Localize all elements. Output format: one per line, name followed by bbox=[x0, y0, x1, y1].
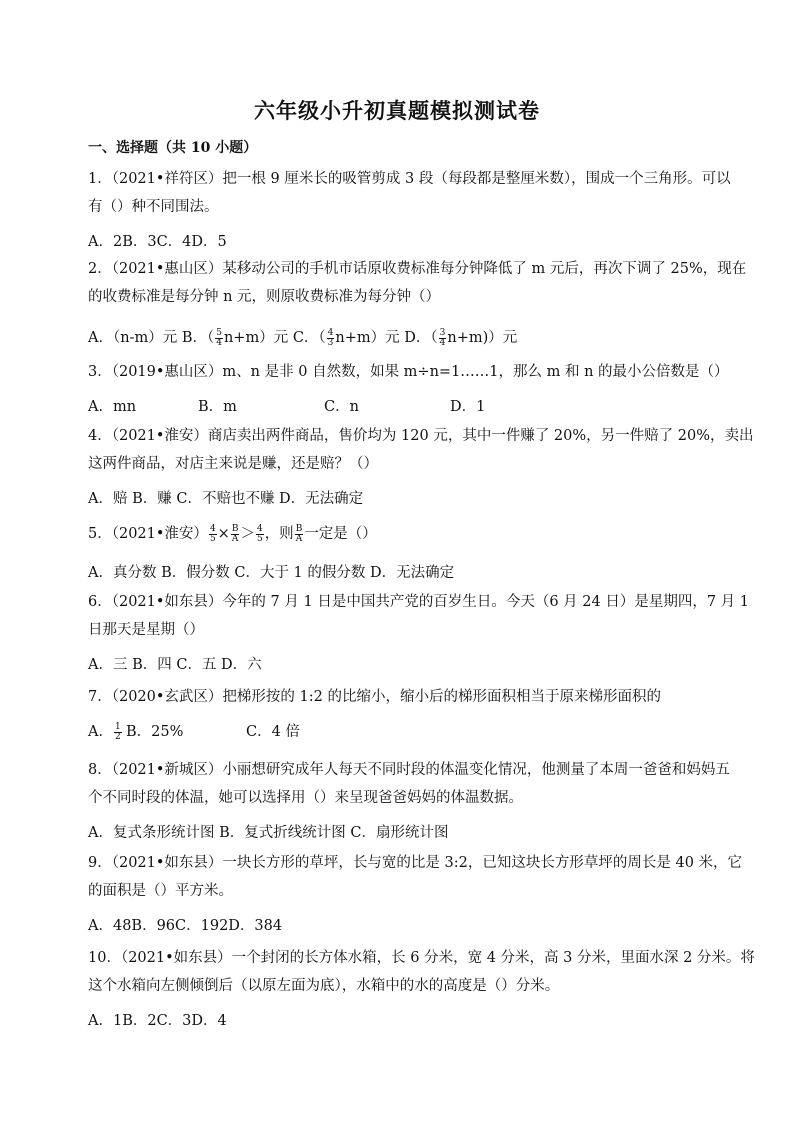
question-text: 9．（2021•如东县）一块长方形的草坪，长与宽的比是 3:2，已知这块长方形草坪的周长是 40 米，它 bbox=[88, 855, 743, 871]
question-text: 的收费标准是每分钟 n 元，则原收费标准为每分钟（） bbox=[88, 289, 441, 305]
question-text: 1．（2021•祥符区）把一根 9 厘米长的吸管剪成 3 段（每段都是整厘米数），围成一个三角形。可以 bbox=[88, 171, 731, 187]
question-2-options bbox=[88, 326, 517, 348]
fraction: $\frac{5}{4}$ bbox=[216, 327, 222, 348]
question-9-options: A．48B．96C．192D．384 bbox=[88, 918, 283, 934]
question-text: 有（）种不同围法。 bbox=[88, 199, 219, 215]
question-4-options: A．赔 B．赚 C．不赔也不赚 D．无法确定 bbox=[88, 491, 364, 507]
question-text: 这两件商品，对店主来说是赚，还是赔？（） bbox=[88, 456, 378, 472]
option-c: C．n bbox=[324, 399, 359, 415]
question-8 bbox=[88, 756, 730, 812]
question-3 bbox=[88, 358, 729, 386]
question-text: 5．（2021•淮安） bbox=[88, 526, 208, 542]
option-b: B．m bbox=[198, 399, 237, 415]
question-text: 10．（2021•如东县）一个封闭的长方体水箱，长 6 分米，宽 4 分米，高 3 分米，里面水深 2 分米。将 bbox=[88, 950, 755, 966]
option-d: D．1 bbox=[450, 399, 486, 415]
question-text: 7．（2020•玄武区）把梯形按的 1:2 的比缩小，缩小后的梯形面积相当于原来梯形面积的 bbox=[88, 689, 661, 705]
times-sign: × bbox=[217, 526, 230, 542]
fraction: $\frac{1}{2}$ bbox=[114, 721, 121, 742]
question-4 bbox=[88, 422, 754, 478]
question-text: 日那天是星期（） bbox=[88, 622, 204, 638]
greater-sign: ＞ bbox=[240, 526, 255, 542]
question-8-options: A．复式条形统计图 B．复式折线统计图 C．扇形统计图 bbox=[88, 825, 449, 841]
question-text: 个不同时段的体温，她可以选择用（）来呈现爸爸妈妈的体温数据。 bbox=[88, 790, 523, 806]
question-1-options: A．2B．3C．4D．5 bbox=[88, 234, 227, 250]
question-6 bbox=[88, 588, 749, 644]
question-text: 4．（2021•淮安）商店卖出两件商品，售价均为 120 元，其中一件赚了 20%，另一件赔了 20%，卖出 bbox=[88, 428, 754, 444]
question-7 bbox=[88, 683, 718, 711]
section-heading: 一、选择题（共 10 小题） bbox=[88, 140, 258, 156]
question-text: ，则 bbox=[264, 526, 294, 542]
question-1 bbox=[88, 165, 731, 221]
question-5 bbox=[88, 520, 718, 548]
option-text: n+m）元 C．（ bbox=[223, 330, 326, 346]
question-6-options: A．三 B．四 C．五 D．六 bbox=[88, 657, 262, 673]
question-5-options: A．真分数 B．假分数 C．大于 1 的假分数 D．无法确定 bbox=[88, 565, 455, 581]
question-text: 6．（2021•如东县）今年的 7 月 1 日是中国共产党的百岁生日。今天（6 月 24 日）是星期四，7 月 1 bbox=[88, 594, 749, 610]
fraction: $\frac{4}{3}$ bbox=[327, 327, 334, 348]
fraction: $\frac{4}{5}$ bbox=[209, 523, 216, 544]
fraction: $\frac{3}{4}$ bbox=[439, 327, 446, 348]
option-text: n+m)）元 bbox=[447, 330, 518, 346]
page-title: 六年级小升初真题模拟测试卷 bbox=[254, 98, 540, 123]
fraction: $\frac{B}{A}$ bbox=[295, 523, 303, 544]
option-text: n+m）元 D．（ bbox=[335, 330, 438, 346]
question-text: 的面积是（）平方米。 bbox=[88, 883, 233, 899]
question-text: 3．（2019•惠山区）m、n 是非 0 自然数，如果 m÷n=1……1，那么 m 和 n 的最小公倍数是（） bbox=[88, 364, 729, 380]
question-2 bbox=[88, 255, 747, 311]
option-b: B．25% bbox=[126, 724, 184, 740]
option-c: C．4 倍 bbox=[246, 724, 300, 740]
question-text: 一定是（） bbox=[304, 526, 377, 542]
option-text: A．（n-m）元 B．（ bbox=[88, 330, 215, 346]
fraction: $\frac{B}{A}$ bbox=[231, 523, 239, 544]
question-text: 8．（2021•新城区）小丽想研究成年人每天不同时段的体温变化情况，他测量了本周一爸爸和妈妈五 bbox=[88, 762, 730, 778]
question-10 bbox=[88, 944, 755, 1000]
question-text: 2．（2021•惠山区）某移动公司的手机市话原收费标准每分钟降低了 m 元后，再次下调了 25%，现在 bbox=[88, 261, 747, 277]
option-a: A． $\frac{1}{2}$ bbox=[88, 721, 121, 742]
question-9 bbox=[88, 849, 743, 905]
question-10-options: A．1B．2C．3D．4 bbox=[88, 1013, 227, 1029]
option-a: A．mn bbox=[88, 399, 137, 415]
question-text: 这个水箱向左侧倾倒后（以原左面为底），水箱中的水的高度是（）分米。 bbox=[88, 978, 560, 994]
fraction: $\frac{4}{5}$ bbox=[256, 523, 263, 544]
